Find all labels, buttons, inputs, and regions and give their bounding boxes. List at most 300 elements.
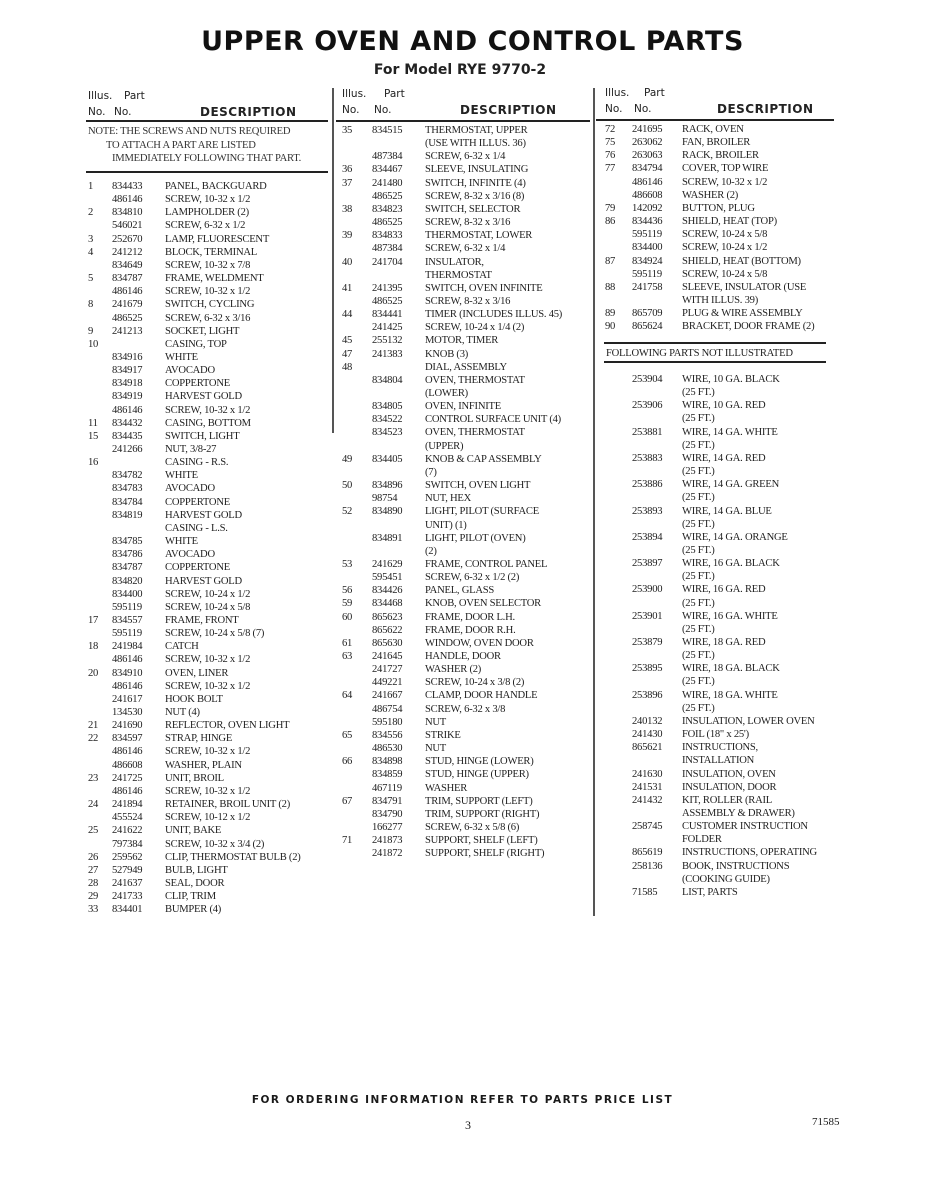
part-description: SCREW, 10-32 x 1/2 — [682, 176, 768, 188]
part-description: NUT — [425, 743, 447, 755]
part-description: WITH ILLUS. 39) — [682, 294, 758, 306]
part-description: NUT, 3/8-27 — [165, 444, 217, 455]
illus-number: 22 — [88, 733, 99, 745]
part-description: INSULATOR, — [425, 256, 484, 268]
part-number: 595119 — [112, 601, 142, 613]
illus-number: 50 — [342, 480, 353, 492]
part-number: 241637 — [112, 877, 143, 889]
part-description: LIST, PARTS — [682, 886, 738, 898]
part-description: KNOB & CAP ASSEMBLY — [425, 453, 542, 465]
part-number: 834649 — [112, 259, 143, 271]
part-description: SUPPORT, SHELF (RIGHT) — [425, 848, 545, 860]
part-number: 834790 — [372, 808, 403, 820]
part-number: 834784 — [112, 496, 143, 508]
part-description: (25 FT.) — [682, 518, 715, 530]
part-number: 241480 — [372, 177, 403, 189]
part-description: LAMPHOLDER (2) — [165, 207, 249, 219]
part-number: 486525 — [372, 217, 403, 229]
part-description: (25 FT.) — [682, 650, 715, 662]
part-description: CASING - L.S. — [165, 522, 228, 534]
part-description: SCREW, 10-24 x 1/2 — [165, 588, 251, 600]
part-description: STRAP, HINGE — [165, 733, 233, 745]
part-description: CLIP, THERMOSTAT BULB (2) — [165, 851, 301, 863]
part-description: HARVEST GOLD — [165, 509, 242, 521]
part-number: 253896 — [632, 689, 663, 701]
part-number: 834786 — [112, 549, 143, 561]
illus-number: 90 — [605, 321, 616, 333]
illus-number: 75 — [605, 137, 616, 149]
note-text: NOTE: THE SCREWS AND NUTS REQUIRED — [88, 126, 291, 137]
part-description: THERMOSTAT, UPPER — [425, 125, 528, 136]
part-description: (7) — [425, 466, 437, 478]
note-text: TO ATTACH A PART ARE LISTED — [106, 140, 256, 151]
part-number: 865623 — [372, 611, 403, 623]
part-number: 834787 — [112, 273, 143, 285]
column-header-part-no: No. — [634, 103, 652, 115]
column-header-illus-no: No. — [605, 103, 623, 115]
part-number: 258136 — [632, 860, 663, 872]
illus-number: 21 — [88, 720, 99, 732]
part-number: 486525 — [372, 295, 403, 307]
part-number: 253895 — [632, 663, 663, 675]
part-description: (25 FT.) — [682, 439, 715, 451]
part-description: FAN, BROILER — [682, 137, 751, 149]
part-description: (USE WITH ILLUS. 36) — [425, 138, 526, 150]
part-number: 241266 — [112, 444, 143, 455]
part-number: 834432 — [112, 417, 143, 429]
illus-number: 35 — [342, 125, 353, 136]
part-description: CASING, TOP — [165, 338, 227, 350]
part-number: 486530 — [372, 743, 403, 755]
part-description: (25 FT.) — [682, 387, 715, 399]
illus-number: 47 — [342, 348, 353, 360]
part-description: SCREW, 10-24 x 1/2 — [682, 242, 768, 254]
part-description: STRIKE — [425, 729, 461, 741]
part-description: (LOWER) — [425, 388, 468, 399]
part-description: SEAL, DOOR — [165, 877, 225, 889]
part-description: OVEN, THERMOSTAT — [425, 427, 525, 439]
part-description: SCREW, 10-24 x 5/8 — [682, 268, 768, 280]
part-description: PLUG & WIRE ASSEMBLY — [682, 308, 803, 320]
part-description: BULB, LIGHT — [165, 864, 228, 876]
part-number: 253879 — [632, 637, 663, 648]
part-description: WASHER — [425, 782, 468, 794]
illus-number: 53 — [342, 558, 353, 570]
part-description: WIRE, 16 GA. RED — [682, 584, 766, 596]
part-number: 486146 — [112, 680, 143, 692]
part-number: 834782 — [112, 470, 143, 482]
illus-number: 24 — [88, 799, 99, 811]
part-description: KNOB, OVEN SELECTOR — [425, 598, 542, 610]
part-description: (25 FT.) — [682, 571, 715, 583]
part-description: SWITCH, LIGHT — [165, 430, 240, 442]
part-description: SCREW, 6-32 x 1/2 (2) — [425, 572, 520, 584]
part-description: SCREW, 6-32 x 5/8 (6) — [425, 821, 520, 833]
part-number: 467119 — [372, 782, 402, 794]
part-number: 595119 — [112, 628, 142, 640]
illus-number: 26 — [88, 851, 99, 863]
illus-number: 11 — [88, 417, 98, 429]
illus-number: 37 — [342, 177, 353, 189]
part-description: WIRE, 14 GA. RED — [682, 452, 766, 464]
part-number: 486146 — [112, 785, 143, 797]
part-number: 865624 — [632, 321, 663, 333]
part-number: 834405 — [372, 453, 403, 465]
illus-number: 10 — [88, 338, 99, 350]
part-number: 241894 — [112, 799, 143, 811]
part-description: CONTROL SURFACE UNIT (4) — [425, 414, 561, 426]
illus-number: 48 — [342, 361, 353, 373]
part-description: WIRE, 14 GA. BLUE — [682, 505, 772, 517]
illus-number: 16 — [88, 457, 99, 469]
part-description: (COOKING GUIDE) — [682, 873, 770, 885]
part-number: 240132 — [632, 715, 663, 727]
part-number: 486146 — [112, 194, 143, 206]
part-description: SCREW, 8-32 x 3/16 — [425, 295, 511, 307]
part-number: 865621 — [632, 742, 663, 754]
part-number: 241617 — [112, 693, 143, 705]
part-number: 241213 — [112, 325, 143, 337]
part-number: 241727 — [372, 664, 403, 676]
part-description: SCREW, 8-32 x 3/16 (8) — [425, 190, 525, 202]
column-header-illus-no: No. — [342, 104, 360, 116]
part-number: 487384 — [372, 243, 403, 255]
part-number: 486525 — [112, 312, 143, 324]
part-description: WHITE — [165, 536, 198, 548]
part-description: (25 FT.) — [682, 466, 715, 478]
part-number: 241395 — [372, 282, 403, 294]
part-number: 259562 — [112, 851, 143, 863]
part-description: BUTTON, PLUG — [682, 202, 755, 214]
part-number: 486146 — [112, 404, 143, 416]
part-number: 241645 — [372, 651, 403, 662]
part-description: SCREW, 6-32 x 3/16 — [165, 312, 251, 324]
part-description: SWITCH, CYCLING — [165, 299, 255, 311]
part-description: SCREW, 10-32 x 3/4 (2) — [165, 838, 265, 850]
part-description: SLEEVE, INSULATOR (USE — [682, 281, 807, 293]
part-description: TRIM, SUPPORT (RIGHT) — [425, 808, 540, 820]
part-number: 834557 — [112, 614, 143, 626]
part-description: UNIT, BROIL — [165, 772, 224, 784]
part-number: 797384 — [112, 838, 143, 850]
part-description: OVEN, LINER — [165, 667, 229, 679]
part-description: SHIELD, HEAT (TOP) — [682, 216, 777, 228]
part-description: PANEL, GLASS — [425, 585, 495, 597]
part-number: 834435 — [112, 430, 143, 442]
illus-number: 4 — [88, 246, 94, 258]
part-number: 834805 — [372, 401, 403, 413]
part-description: SUPPORT, SHELF (LEFT) — [425, 835, 538, 847]
part-description: LIGHT, PILOT (OVEN) — [425, 532, 526, 544]
part-description: LAMP, FLUORESCENT — [165, 233, 270, 245]
part-description: SCREW, 10-12 x 1/2 — [165, 812, 251, 824]
part-description: NUT, HEX — [425, 493, 472, 505]
part-description: (25 FT.) — [682, 623, 715, 635]
part-number: 865622 — [372, 624, 403, 636]
part-number: 241984 — [112, 641, 143, 653]
part-description: HOOK BOLT — [165, 693, 223, 705]
part-number: 241425 — [372, 322, 403, 334]
part-description: HARVEST GOLD — [165, 575, 242, 587]
illus-number: 65 — [342, 729, 353, 741]
column-header-part: Part — [124, 90, 145, 102]
illus-number: 17 — [88, 614, 99, 626]
column-header-description: DESCRIPTION — [717, 102, 814, 116]
part-description: INSULATION, LOWER OVEN — [682, 715, 815, 727]
illus-number: 45 — [342, 335, 353, 347]
part-number: 241733 — [112, 891, 143, 903]
part-number: 834917 — [112, 365, 143, 377]
part-description: SCREW, 6-32 x 1/2 — [165, 220, 246, 232]
part-number: 834426 — [372, 585, 403, 597]
divider-rule — [86, 120, 328, 122]
part-number: 241383 — [372, 348, 403, 360]
part-number: 71585 — [632, 886, 658, 898]
part-description: SLEEVE, INSULATING — [425, 164, 529, 176]
part-description: NUT — [425, 716, 447, 728]
part-number: 595119 — [632, 229, 662, 241]
part-number: 834833 — [372, 230, 403, 242]
part-number: 241212 — [112, 246, 143, 258]
part-description: WINDOW, OVEN DOOR — [425, 637, 534, 649]
part-description: SCREW, 10-32 x 1/2 — [165, 286, 251, 298]
part-number: 142092 — [632, 202, 663, 214]
part-number: 834515 — [372, 125, 403, 136]
part-description: (25 FT.) — [682, 597, 715, 609]
part-description: WHITE — [165, 470, 198, 482]
part-description: FOIL (18" x 25') — [682, 729, 749, 741]
part-number: 834916 — [112, 351, 143, 363]
part-description: CATCH — [165, 641, 199, 653]
part-number: 241629 — [372, 558, 403, 570]
part-number: 834794 — [632, 163, 663, 175]
part-description: SWITCH, OVEN INFINITE — [425, 282, 543, 294]
illus-number: 71 — [342, 835, 353, 847]
illus-number: 76 — [605, 150, 616, 162]
note-text: IMMEDIATELY FOLLOWING THAT PART. — [112, 153, 302, 164]
illus-number: 3 — [88, 233, 94, 245]
part-description: COPPERTONE — [165, 378, 230, 390]
illus-number: 25 — [88, 825, 99, 837]
part-number: 486525 — [372, 190, 403, 202]
part-description: (25 FT.) — [682, 702, 715, 714]
part-number: 834910 — [112, 667, 143, 679]
part-description: FRAME, FRONT — [165, 614, 239, 626]
column-header-part: Part — [384, 88, 405, 100]
part-number: 253904 — [632, 374, 663, 385]
part-description: FRAME, DOOR L.H. — [425, 611, 515, 623]
part-description: SCREW, 8-32 x 3/16 — [425, 217, 511, 229]
part-number: 834924 — [632, 255, 663, 267]
illus-number: 86 — [605, 216, 616, 228]
part-number: 166277 — [372, 821, 403, 833]
column-header-description: DESCRIPTION — [200, 105, 297, 119]
part-description: OVEN, THERMOSTAT — [425, 374, 525, 386]
part-description: WIRE, 18 GA. WHITE — [682, 689, 778, 701]
part-description: SWITCH, INFINITE (4) — [425, 177, 526, 189]
illus-number: 33 — [88, 904, 99, 916]
part-number: 241872 — [372, 848, 403, 860]
part-number: 834400 — [112, 588, 143, 600]
part-description: BLOCK, TERMINAL — [165, 246, 257, 258]
column-divider — [332, 88, 334, 433]
part-description: WASHER (2) — [425, 664, 482, 676]
illus-number: 5 — [88, 273, 94, 285]
illus-number: 66 — [342, 756, 353, 768]
illus-number: 89 — [605, 308, 616, 320]
part-number: 834820 — [112, 575, 143, 587]
part-description: SWITCH, OVEN LIGHT — [425, 480, 531, 492]
part-number: 253886 — [632, 479, 663, 491]
part-description: WIRE, 18 GA. BLACK — [682, 663, 780, 675]
divider-rule — [604, 342, 826, 344]
illus-number: 15 — [88, 430, 99, 442]
part-number: 253897 — [632, 558, 663, 570]
illus-number: 40 — [342, 256, 353, 268]
part-number: 241430 — [632, 729, 663, 741]
part-number: 834783 — [112, 483, 143, 495]
part-number: 241758 — [632, 281, 663, 293]
illus-number: 20 — [88, 667, 99, 679]
part-number: 241622 — [112, 825, 143, 837]
part-number: 486146 — [112, 286, 143, 298]
illus-number: 44 — [342, 309, 353, 321]
illus-number: 49 — [342, 453, 353, 465]
part-number: 253900 — [632, 584, 663, 596]
part-number: 834401 — [112, 904, 143, 916]
part-description: FRAME, CONTROL PANEL — [425, 558, 548, 570]
part-description: HANDLE, DOOR — [425, 651, 501, 662]
part-number: 241704 — [372, 256, 403, 268]
illus-number: 38 — [342, 203, 353, 215]
illus-number: 23 — [88, 772, 99, 784]
part-number: 834898 — [372, 756, 403, 768]
part-number: 834810 — [112, 207, 143, 219]
part-description: INSTRUCTIONS, — [682, 742, 758, 754]
part-description: THERMOSTAT, LOWER — [425, 230, 533, 242]
part-description: SCREW, 10-32 x 7/8 — [165, 259, 251, 271]
page-number: 3 — [465, 1118, 471, 1132]
part-number: 834859 — [372, 769, 403, 781]
divider-rule — [596, 119, 834, 121]
part-description: SCREW, 10-32 x 1/2 — [165, 680, 251, 692]
part-number: 834433 — [112, 181, 143, 192]
illus-number: 41 — [342, 282, 353, 294]
part-description: WIRE, 10 GA. RED — [682, 400, 766, 412]
part-description: SCREW, 6-32 x 1/4 — [425, 243, 506, 255]
part-description: CLIP, TRIM — [165, 891, 216, 903]
part-description: CASING - R.S. — [165, 457, 229, 469]
part-number: 134530 — [112, 707, 143, 718]
part-description: COPPERTONE — [165, 562, 230, 574]
part-description: KIT, ROLLER (RAIL — [682, 794, 772, 806]
part-description: SCREW, 10-32 x 1/2 — [165, 785, 251, 797]
part-description: AVOCADO — [165, 365, 215, 377]
part-description: INSTRUCTIONS, OPERATING — [682, 847, 817, 859]
part-description: WIRE, 18 GA. RED — [682, 637, 766, 648]
part-number: 255132 — [372, 335, 403, 347]
part-number: 834804 — [372, 374, 403, 386]
part-number: 241725 — [112, 772, 143, 784]
part-description: UNIT) (1) — [425, 519, 467, 531]
illus-number: 9 — [88, 325, 94, 337]
part-number: 834597 — [112, 733, 143, 745]
part-description: STUD, HINGE (LOWER) — [425, 756, 534, 768]
part-number: 486608 — [632, 189, 663, 201]
part-description: SWITCH, SELECTOR — [425, 203, 521, 215]
column-header-part-no: No. — [114, 106, 132, 118]
part-description: PANEL, BACKGUARD — [165, 181, 267, 192]
part-number: 241695 — [632, 124, 663, 135]
part-number: 252670 — [112, 233, 143, 245]
part-number: 98754 — [372, 493, 398, 505]
part-number: 253906 — [632, 400, 663, 412]
part-description: SCREW, 10-24 x 5/8 — [682, 229, 768, 241]
illus-number: 61 — [342, 637, 353, 649]
part-description: INSULATION, OVEN — [682, 768, 776, 780]
part-description: COVER, TOP WIRE — [682, 163, 769, 175]
part-description: SCREW, 10-24 x 3/8 (2) — [425, 677, 525, 689]
illus-number: 87 — [605, 255, 616, 267]
illus-number: 59 — [342, 598, 353, 610]
part-description: WIRE, 14 GA. GREEN — [682, 479, 780, 491]
part-number: 258745 — [632, 821, 663, 833]
part-description: INSTALLATION — [682, 755, 755, 767]
part-number: 834556 — [372, 729, 403, 741]
part-description: UNIT, BAKE — [165, 825, 222, 837]
illus-number: 64 — [342, 690, 353, 702]
part-number: 486754 — [372, 703, 403, 715]
document-number: 71585 — [812, 1116, 840, 1128]
part-description: INSULATION, DOOR — [682, 781, 777, 793]
part-description: CUSTOMER INSTRUCTION — [682, 821, 808, 833]
part-number: 595451 — [372, 572, 403, 584]
part-number: 486146 — [112, 746, 143, 758]
part-description: (25 FT.) — [682, 492, 715, 504]
column-header-description: DESCRIPTION — [460, 103, 557, 117]
part-description: FRAME, WELDMENT — [165, 273, 264, 285]
part-description: BUMPER (4) — [165, 904, 222, 916]
column-header-illus: Illus. — [342, 88, 367, 100]
part-number: 241630 — [632, 768, 663, 780]
part-number: 253883 — [632, 452, 663, 464]
part-description: SCREW, 6-32 x 3/8 — [425, 703, 506, 715]
part-description: SOCKET, LIGHT — [165, 325, 240, 337]
illus-number: 56 — [342, 585, 353, 597]
part-description: LIGHT, PILOT (SURFACE — [425, 506, 539, 518]
part-number: 253893 — [632, 505, 663, 517]
part-number: 834785 — [112, 536, 143, 548]
illus-number: 52 — [342, 506, 353, 518]
part-description: FRAME, DOOR R.H. — [425, 624, 516, 636]
part-description: (UPPER) — [425, 440, 464, 452]
part-number: 241690 — [112, 720, 143, 732]
part-description: SHIELD, HEAT (BOTTOM) — [682, 255, 801, 267]
divider-rule — [336, 120, 590, 122]
illus-number: 28 — [88, 877, 99, 889]
part-description: RACK, OVEN — [682, 124, 744, 135]
part-number: 865619 — [632, 847, 663, 859]
part-description: SCREW, 10-32 x 1/2 — [165, 194, 251, 206]
column-header-part-no: No. — [374, 104, 392, 116]
illus-number: 8 — [88, 299, 94, 311]
part-number: 263062 — [632, 137, 663, 149]
part-description: WIRE, 14 GA. WHITE — [682, 426, 778, 438]
part-description: SCREW, 10-24 x 5/8 — [165, 601, 251, 613]
part-description: BRACKET, DOOR FRAME (2) — [682, 321, 815, 333]
part-number: 834919 — [112, 391, 143, 403]
part-description: WASHER, PLAIN — [165, 759, 242, 771]
